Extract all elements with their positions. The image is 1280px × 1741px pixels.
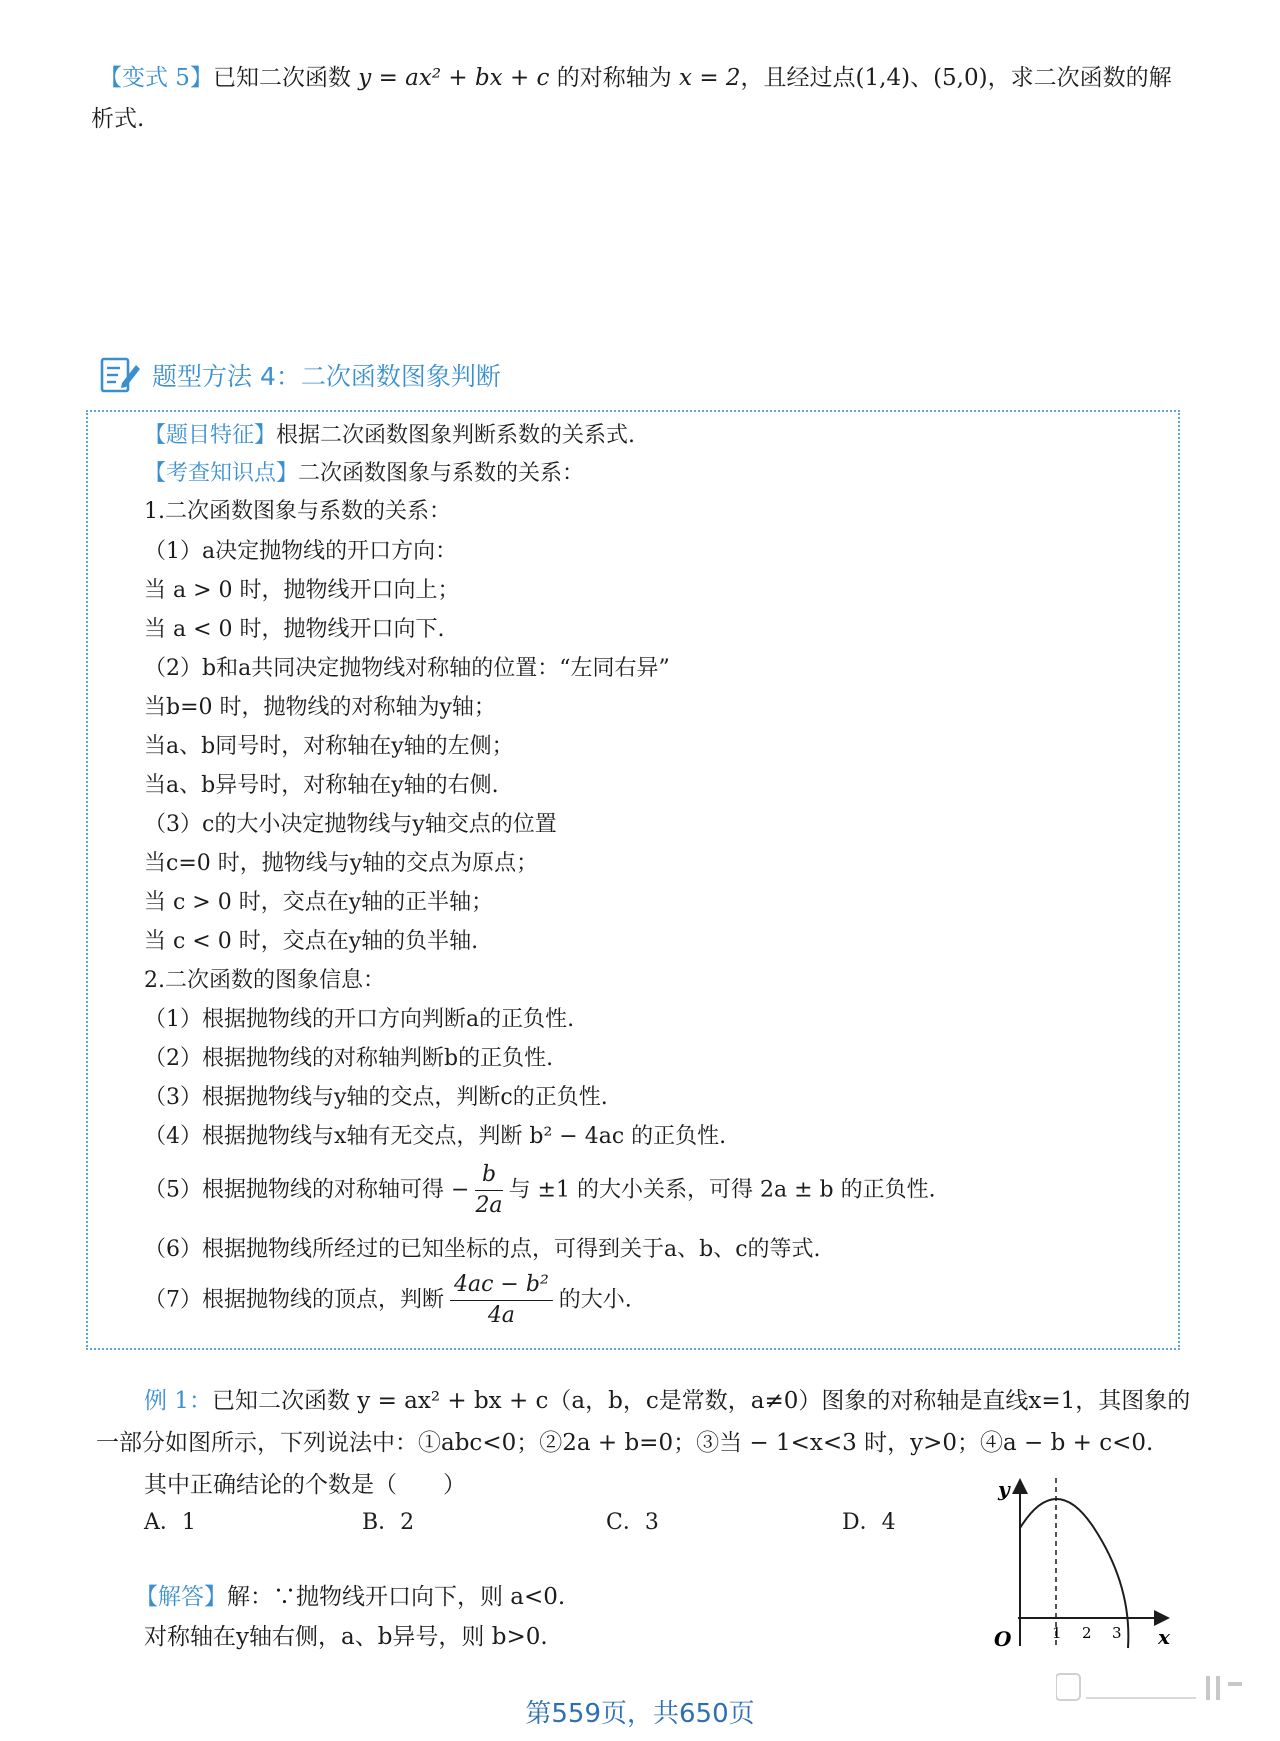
variant-text-c: ，且经过点(1,4)、(5,0)，求二次函数的解 xyxy=(740,65,1172,91)
knowledge-line: 1.二次函数图象与系数的关系： xyxy=(144,499,451,524)
knowledge-line: （2）根据抛物线的对称轴判断b的正负性. xyxy=(144,1046,554,1071)
fraction-numerator: 4ac − b² xyxy=(450,1270,553,1301)
choice-a: A．1 xyxy=(144,1510,196,1535)
variant-text-a: 已知二次函数 xyxy=(212,65,359,91)
knowledge-line-5 xyxy=(144,1160,936,1221)
variant-tag: 【变式 5】 xyxy=(99,65,213,91)
points-tag: 【考查知识点】 xyxy=(144,461,299,486)
fraction-denominator: 2a xyxy=(475,1193,503,1218)
answer-line-2: 对称轴在y轴右侧，a、b异号，则 b>0. xyxy=(144,1624,548,1650)
example-line-3: 其中正确结论的个数是（ ） xyxy=(144,1472,466,1498)
fraction-b-over-2a xyxy=(475,1160,502,1221)
knowledge-line: 当b=0 时，抛物线的对称轴为y轴； xyxy=(144,695,496,720)
y-axis-label: y xyxy=(998,1477,1010,1501)
knowledge-line: （2）b和a共同决定抛物线对称轴的位置：“左同右异” xyxy=(144,656,670,681)
fraction-vertex xyxy=(450,1270,553,1331)
feature-tag: 【题目特征】 xyxy=(144,423,277,448)
variant-axis: x = 2 xyxy=(679,65,741,91)
knowledge-line-6: （6）根据抛物线所经过的已知坐标的点，可得到关于a、b、c的等式. xyxy=(144,1237,821,1262)
section-title: 题型方法 4：二次函数图象判断 xyxy=(152,362,501,391)
knowledge-line: （1）a决定抛物线的开口方向： xyxy=(144,539,458,564)
example-text-1: 已知二次函数 y = ax² + bx + c（a，b，c是常数，a≠0）图象的对称轴是直线x=1，其图象的 xyxy=(211,1388,1191,1414)
origin-label: O xyxy=(994,1627,1012,1651)
example-line-1 xyxy=(144,1382,1190,1415)
answer-text-1: 解：∵抛物线开口向下，则 a<0. xyxy=(227,1584,566,1610)
choice-d: D．4 xyxy=(842,1510,896,1535)
line7-text-a: （7）根据抛物线的顶点，判断 xyxy=(144,1287,444,1313)
x-axis-label: x xyxy=(1158,1625,1170,1649)
feature-line xyxy=(144,418,635,449)
answer-tag: 【解答】 xyxy=(135,1584,227,1610)
variant-formula: y = ax² + bx + c xyxy=(358,65,550,91)
fraction-denominator: 4a xyxy=(487,1303,515,1328)
points-text: 二次函数图象与系数的关系： xyxy=(298,461,585,486)
parabola-graph xyxy=(978,1468,1178,1653)
knowledge-line: （1）根据抛物线的开口方向判断a的正负性. xyxy=(144,1007,575,1032)
knowledge-line: 当 c > 0 时，交点在y轴的正半轴； xyxy=(144,890,494,915)
line5-text-b: 与 ±1 的大小关系，可得 2a ± b 的正负性. xyxy=(508,1177,936,1203)
line5-text-a: （5）根据抛物线的对称轴可得 − xyxy=(144,1177,470,1203)
variant-problem xyxy=(91,58,1179,140)
line7-text-b: 的大小. xyxy=(558,1287,632,1313)
points-line xyxy=(144,456,584,487)
knowledge-line: 当a、b异号时，对称轴在y轴的右侧. xyxy=(144,773,499,798)
knowledge-line: 当 a > 0 时，抛物线开口向上； xyxy=(144,578,460,603)
example-line-2: 一部分如图所示，下列说法中：①abc<0；②2a + b=0；③当 − 1<x<3 时，y>0；④a − b + c<0. xyxy=(96,1430,1154,1456)
knowledge-line: （4）根据抛物线与x轴有无交点，判断 b² − 4ac 的正负性. xyxy=(144,1124,727,1149)
knowledge-line: （3）c的大小决定抛物线与y轴交点的位置 xyxy=(144,812,557,837)
knowledge-line: 当 c < 0 时，交点在y轴的负半轴. xyxy=(144,929,479,954)
variant-text-d: 析式. xyxy=(91,106,145,132)
fraction-numerator: b xyxy=(475,1160,502,1191)
answer-line-1 xyxy=(135,1578,565,1611)
knowledge-line: 当a、b同号时，对称轴在y轴的左侧； xyxy=(144,734,514,759)
choice-b: B．2 xyxy=(362,1510,415,1535)
choice-c: C．3 xyxy=(606,1510,659,1535)
tick-label-2: 2 xyxy=(1082,1624,1092,1642)
example-tag: 例 1： xyxy=(144,1388,212,1414)
notepad-pen-icon xyxy=(98,353,142,397)
tick-label-3: 3 xyxy=(1112,1624,1122,1642)
page-indicator: 第559页，共650页 xyxy=(525,1699,755,1729)
knowledge-line: （3）根据抛物线与y轴的交点，判断c的正负性. xyxy=(144,1085,608,1110)
variant-text-b: 的对称轴为 xyxy=(549,65,680,91)
knowledge-line-7 xyxy=(144,1270,632,1331)
tick-label-1: 1 xyxy=(1052,1624,1062,1642)
knowledge-line: 2.二次函数的图象信息： xyxy=(144,968,385,993)
knowledge-line: 当c=0 时，抛物线与y轴的交点为原点； xyxy=(144,851,539,876)
feature-text: 根据二次函数图象判断系数的关系式. xyxy=(276,423,636,448)
knowledge-line: 当 a < 0 时，抛物线开口向下. xyxy=(144,617,445,642)
